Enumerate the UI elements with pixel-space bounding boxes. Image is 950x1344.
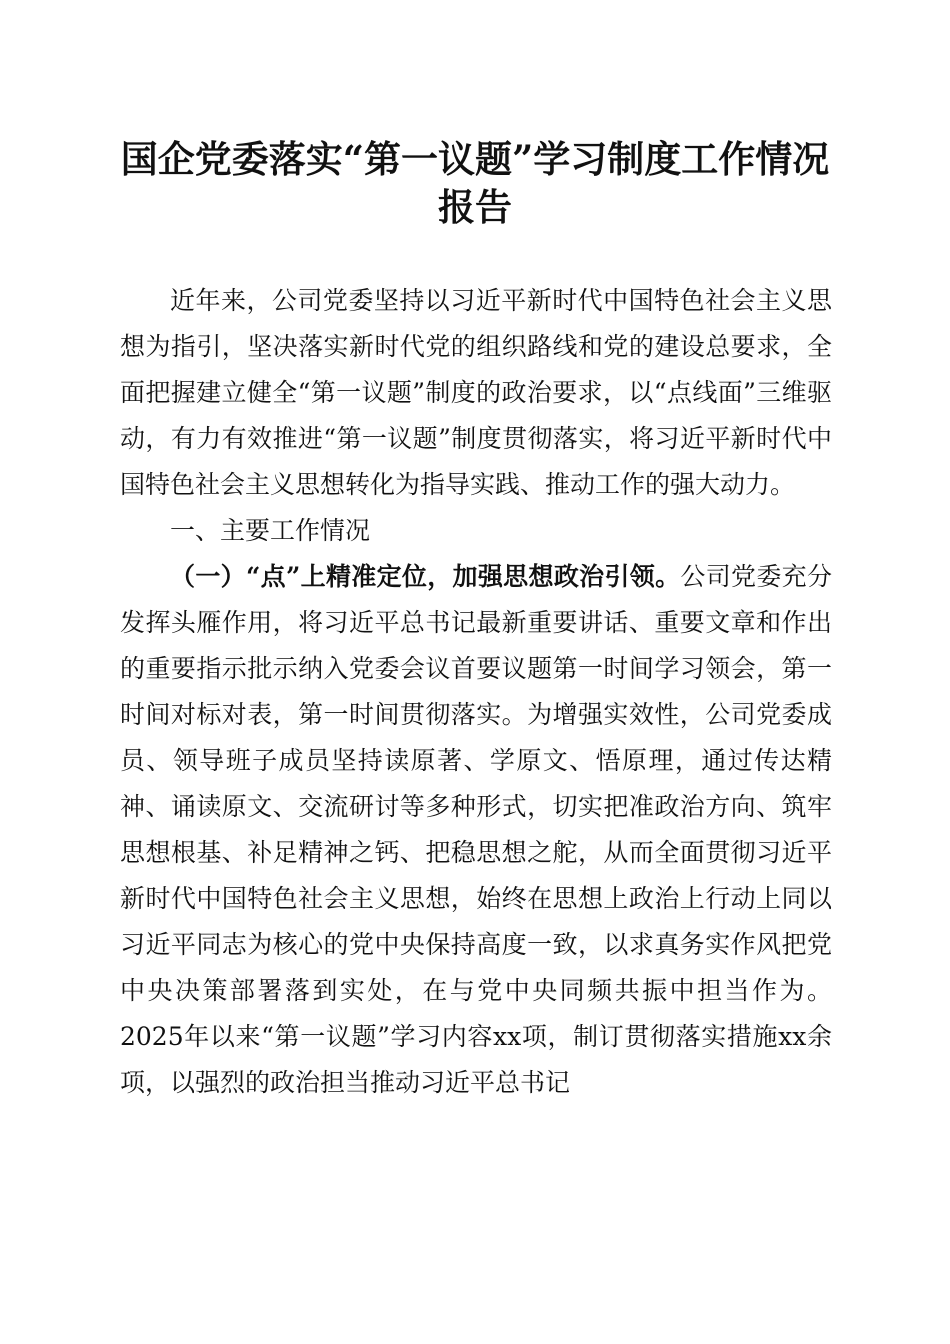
subsection-body: 公司党委充分发挥头雁作用，将习近平总书记最新重要讲话、重要文章和作出的重要指示批示纳入党委会议首要议题第一时间学习领会，第一时间对标对表，第一时间贯彻落实。为增强实效性，公司党委成员、领导班子成员坚持读原著、学原文、悟原理，通过传达精神、诵读原文、交流研讨等多种形式，切实把准政治方向、筑牢思想根基、补足精神之钙、把稳思想之舵，从而全面贯彻习近平新时代中国特色社会主义思想，始终在思想上政治上行动上同以习近平同志为核心的党中央保持高度一致，以求真务实作风把党中央决策部署落到实处，在与党中央同频共振中担当作为。2025年以来“第一议题”学习内容xx项，制订贯彻落实措施xx余项，以强烈的政治担当推动习近平总书记 bbox=[120, 562, 832, 1097]
intro-paragraph: 近年来，公司党委坚持以习近平新时代中国特色社会主义思想为指引，坚决落实新时代党的组织路线和党的建设总要求，全面把握建立健全“第一议题”制度的政治要求，以“点线面”三维驱动，有力有效推进“第一议题”制度贯彻落实，将习近平新时代中国特色社会主义思想转化为指导实践、推动工作的强大动力。 bbox=[120, 286, 832, 499]
subsection-paragraph bbox=[120, 554, 832, 1106]
section-heading: 一、主要工作情况 bbox=[170, 516, 371, 545]
document-title-line1: 国企党委落实“第一议题”学习制度工作情况 bbox=[120, 137, 830, 181]
document-title-line2: 报告 bbox=[438, 185, 512, 229]
document-body bbox=[120, 278, 832, 1106]
subsection-lead: （一）“点”上精准定位，加强思想政治引领。 bbox=[170, 562, 681, 591]
